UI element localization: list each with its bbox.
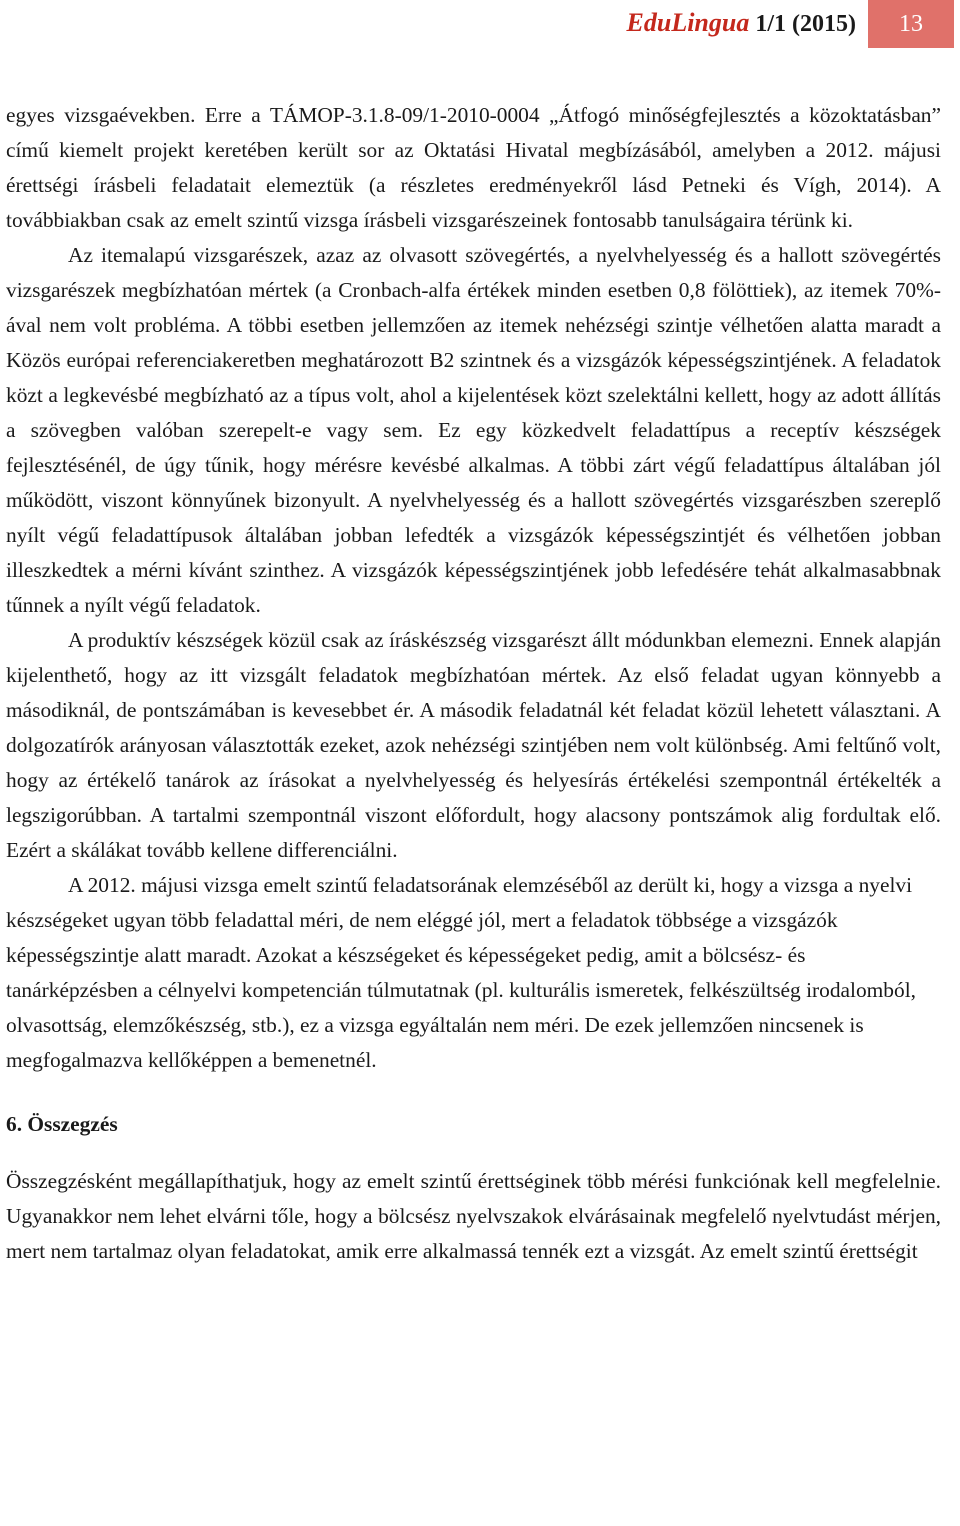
journal-title xyxy=(627,6,856,41)
page-number-badge: 13 xyxy=(868,0,954,48)
article-body xyxy=(6,98,941,1269)
page-header xyxy=(0,0,960,48)
paragraph-summary: Összegzésként megállapíthatjuk, hogy az emelt szintű érettséginek több mérési funkciónak kell megfelelnie. Ugyanakkor nem lehet elvárni tőle, hogy a bölcsész nyelvszakok elvárásainak megfelelő nyelvtudást mérjen, mert nem tartalmaz olyan feladatokat, amik erre alkalmassá tennék ezt a vizsgát. Az emelt szintű érettségit xyxy=(6,1169,941,1263)
paragraph-exam-analysis: A 2012. májusi vizsga emelt szintű feladatsorának elemzéséből az derült ki, hogy a vizsga a nyelvi készségeket ugyan több feladattal méri, de nem eléggé jól, mert a feladatok többsége a vizsgázók képességszintje alatt maradt. Azokat a készségeket és képességeket pedig, amit a bölcsész- és tanárképzésben a célnyelvi kompetencián túlmutatnak (pl. kulturális ismeretek, felkészültség irodalomból, olvasottság, elemzőkészség, stb.), ez a vizsga egyáltalán nem méri. De ezek jellemzően nincsenek is megfogalmazva kellőképpen a bemenetnél. xyxy=(6,873,916,1072)
paragraph-continuation: egyes vizsgaévekben. Erre a TÁMOP-3.1.8-09/1-2010-0004 „Átfogó minőségfejlesztés a közoktatásban” című kiemelt projekt keretében került sor az Oktatási Hivatal megbízásából, amelyben a 2012. májusi érettségi írásbeli feladatait elemeztük (a részletes eredményekről lásd Petneki és Vígh, 2014). A továbbiakban csak az emelt szintű vizsga írásbeli vizsgarészeinek fontosabb tanulságaira térünk ki. xyxy=(6,103,941,232)
section-heading: 6. Összegzés xyxy=(6,1112,118,1136)
paragraph-item-based-sections: Az itemalapú vizsgarészek, azaz az olvasott szövegértés, a nyelvhelyesség és a hallott szövegértés vizsgarészek megbízhatóan mértek (a Cronbach-alfa értékek minden esetben 0,8 fölöttiek), az itemek 70%-ával nem volt probléma. A többi esetben jellemzően az itemek nehézségi szintje vélhetően alatta maradt a Közös európai referenciakeretben meghatározott B2 szintnek és a vizsgázók képességszintjének. A feladatok közt a legkevésbé megbízható az a típus volt, ahol a kijelentések közt szelektálni kellett, hogy az adott állítás a szövegben valóban szerepelt-e vagy sem. Ez egy közkedvelt feladattípus a receptív készségek fejlesztésénél, de úgy tűnik, hogy mérésre kevésbé alkalmas. A többi zárt végű feladattípus általában jól működött, viszont könnyűnek bizonyult. A nyelvhelyesség és a hallott szövegértés vizsgarészben szereplő nyílt végű feladattípusok általában jobban lefedték a vizsgázók képességszintjét és vélhetően jobban illeszkedtek a mérni kívánt szinthez. A vizsgázók képességszintjének jobb lefedésére tehát alkalmasabbnak tűnnek a nyílt végű feladatok. xyxy=(6,243,941,617)
journal-name: EduLingua xyxy=(626,8,750,37)
journal-issue: 1/1 (2015) xyxy=(755,11,856,37)
paragraph-productive-skills: A produktív készségek közül csak az íráskészség vizsgarészt állt módunkban elemezni. Ennek alapján kijelenthető, hogy az itt vizsgált feladatok megbízhatóan mértek. Az első feladat ugyan könnyebb a másodiknál, de pontszámában is kevesebbet ér. A második feladatnál két feladat közül lehetett választani. A dolgozatírók arányosan választották ezeket, azok nehézségi szintjében nem volt különbség. Ami feltűnő volt, hogy az értékelő tanárok az írásokat a nyelvhelyesség és helyesírás értékelési szempontnál értékelték a legszigorúbban. A tartalmi szempontnál viszont előfordult, hogy alacsony pontszámok alig fordultak elő. Ezért a skálákat tovább kellene differenciálni. xyxy=(6,628,941,862)
